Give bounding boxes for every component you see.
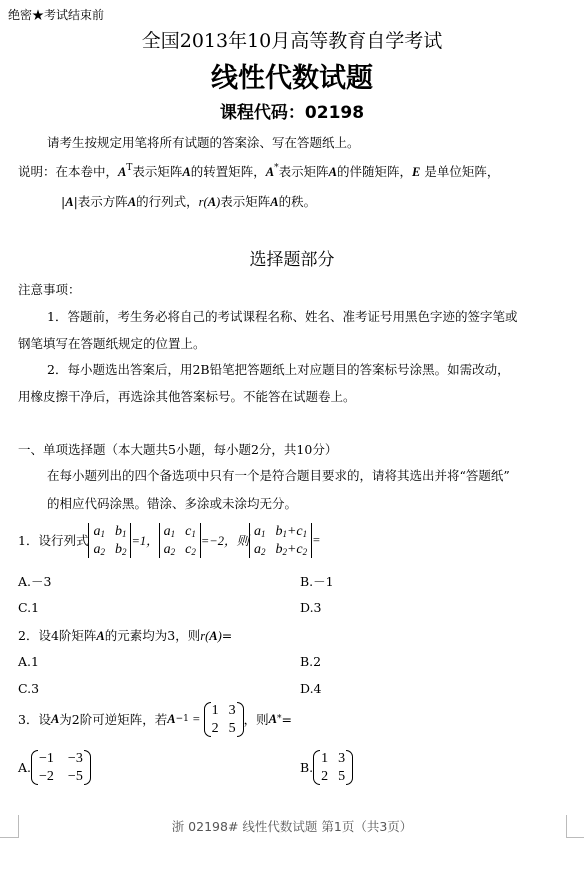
instruction-text: 请考生按规定用笔将所有试题的答案涂、写在答题纸上。 (47, 135, 360, 150)
q3-option-a: A. −1 −3 −2 −5 (18, 744, 91, 790)
q1-option-d: D.3 (300, 600, 322, 615)
q1-option-b: B.－1 (300, 574, 334, 589)
course-code: 课程代码：02198 (219, 103, 365, 123)
notice-item2-line1: 2．每小题选出答案后，用2B铅笔把答题纸上对应题目的答案标号涂黑。如需改动， (47, 362, 510, 377)
q1-option-a: A.－3 (18, 574, 52, 589)
confidential-mark: 绝密★考试结束前 (8, 8, 105, 22)
notice-heading: 注意事项： (18, 282, 81, 297)
part1-desc-line2: 的相应代码涂黑。错涂、多涂或未涂均无分。 (47, 496, 298, 511)
notice-item2-line2: 用橡皮擦干净后，再选涂其他答案标号。不能答在试题卷上。 (18, 389, 356, 404)
page-title: 线性代数试题 (211, 63, 373, 94)
q2-option-b: B.2 (300, 654, 322, 669)
part1-heading: 一、单项选择题（本大题共5小题，每小题2分，共10分） (18, 442, 338, 457)
question-2: 2．设4阶矩阵A的元素均为3，则r(A)= (18, 628, 233, 643)
inverse-matrix: 1 3 2 5 (204, 702, 244, 737)
q1-option-c: C.1 (18, 600, 40, 615)
q2-option-c: C.3 (18, 681, 40, 696)
page-footer: 浙 02198# 线性代数试题 第1页（共3页） (171, 819, 413, 834)
section-title: 选择题部分 (249, 250, 335, 270)
determinant-1: $a_1$ $b_1$ $a_2$ $b_2$ (88, 523, 131, 558)
notice-item1-line2: 钢笔填写在答题纸规定的位置上。 (18, 336, 206, 351)
q2-option-a: A.1 (18, 654, 39, 669)
q2-option-d: D.4 (300, 681, 322, 696)
determinant-3: $a_1$ $b_1+c_1$ $a_2$ $b_2+c_2$ (249, 523, 312, 558)
exam-line: 全国2013年10月高等教育自学考试 (141, 30, 443, 52)
q3-option-b: B. 1 3 2 5 (300, 744, 353, 790)
determinant-2: $a_1$ $c_1$ $a_2$ $c_2$ (159, 523, 201, 558)
note-line-1: 说明：在本卷中，$A^T$表示矩阵A的转置矩阵，A*表示矩阵A的伴随矩阵，E 是单位矩阵， (18, 163, 500, 179)
part1-desc-line1: 在每小题列出的四个备选项中只有一个是符合题目要求的，请将其选出并将“答题纸” (47, 468, 510, 483)
q3-option-b-matrix: 1 3 2 5 (313, 750, 353, 785)
q3-option-a-matrix: −1 −3 −2 −5 (31, 750, 91, 785)
question-1: 1．设行列式 $a_1$ $b_1$ $a_2$ $b_2$ =1， $a_1$ $c_1$ $a_2$ $c_2$ =−2，则 $a_1$ $b_1+c_1$ $a_2$ $b_2+c_2$ = (18, 523, 321, 557)
notice-item1-line1: 1．答题前，考生务必将自己的考试课程名称、姓名、准考证号用黑色字迹的签字笔或 (47, 309, 518, 324)
question-3: 3．设 A 为2阶可逆矩阵，若 A −1 = 1 3 2 5 ，则 A * = (18, 702, 292, 736)
note-line-2: |A|表示方阵A的行列式，r(A)表示矩阵A的秩。 (61, 194, 317, 209)
